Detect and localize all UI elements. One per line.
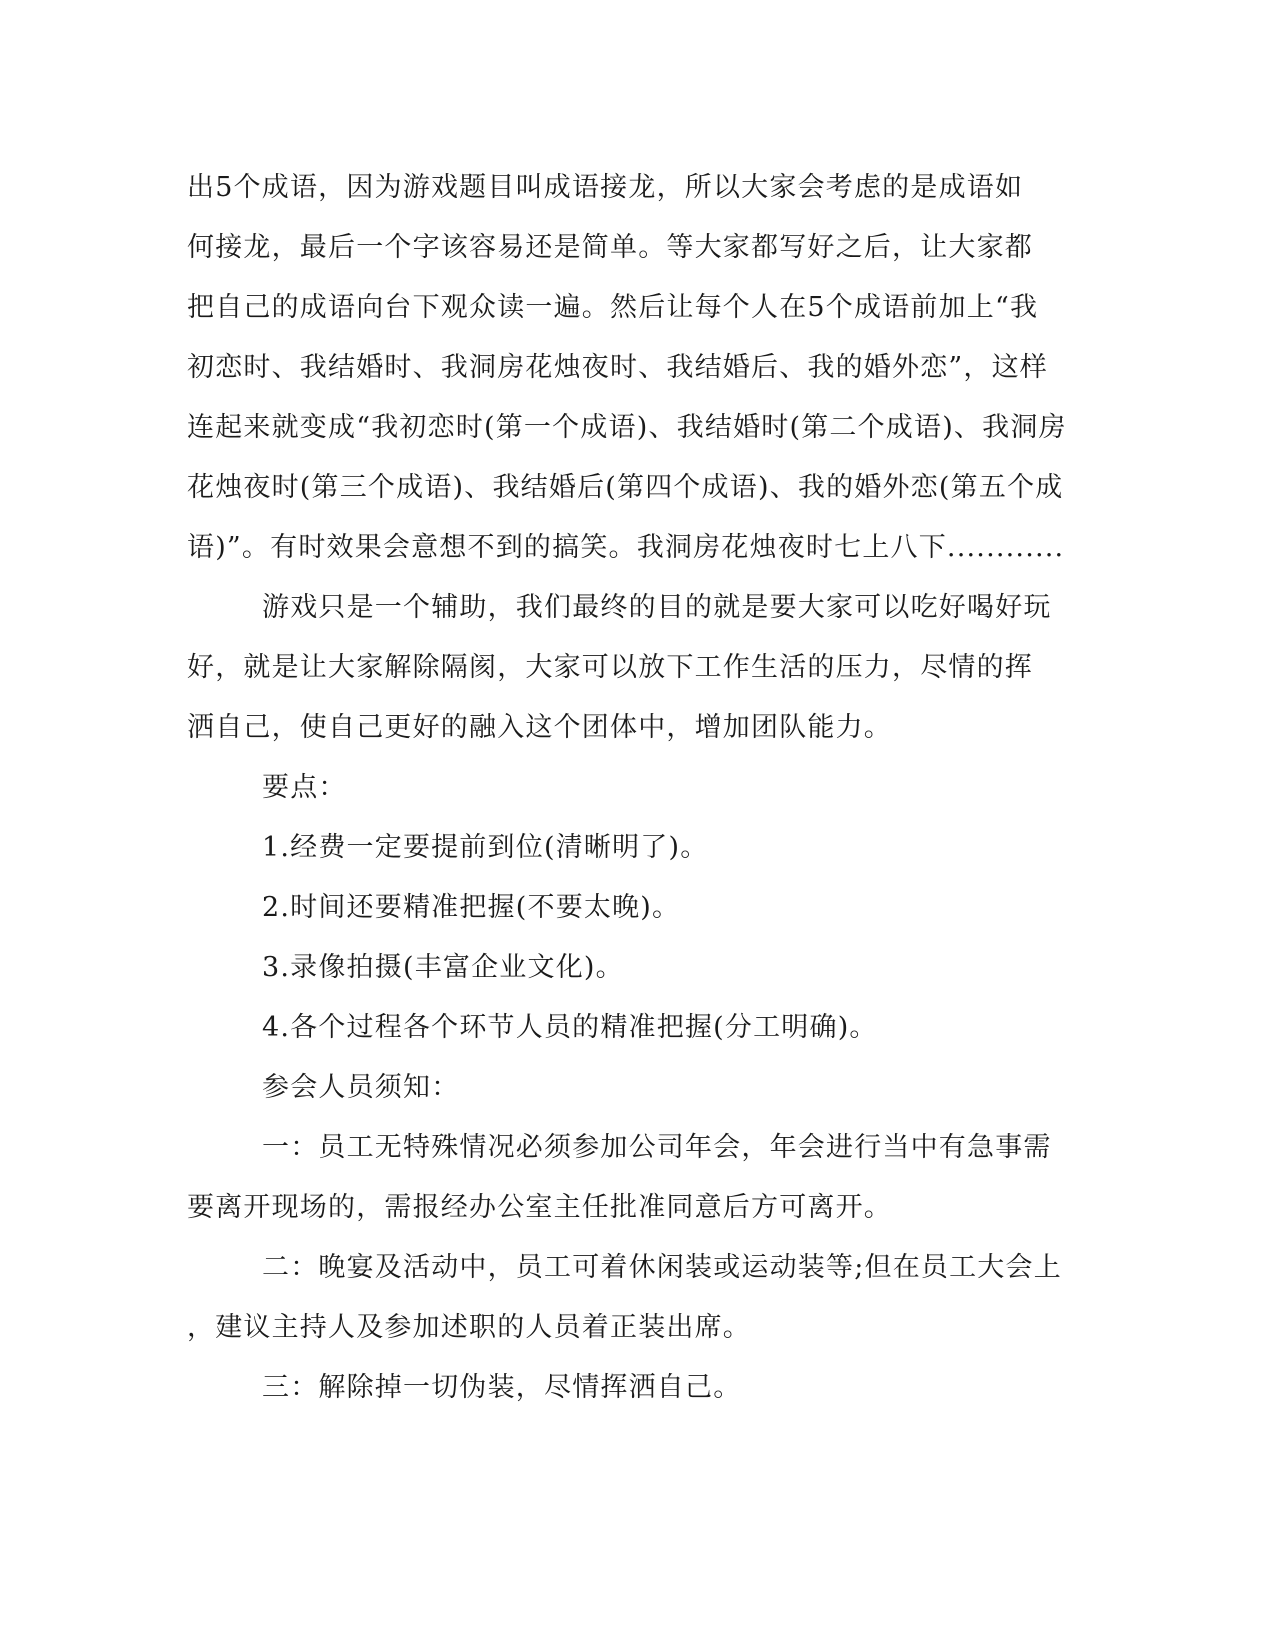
paragraph-line: 二：晚宴及活动中，员工可着休闲装或运动装等;但在员工大会上 xyxy=(262,1252,1062,1283)
list-item: 1.经费一定要提前到位(清晰明了)。 xyxy=(262,832,709,863)
key-points-heading: 要点： xyxy=(262,772,347,803)
paragraph-game-purpose xyxy=(187,578,1072,758)
notice-item-2 xyxy=(187,1238,1072,1358)
paragraph-line: 出5个成语，因为游戏题目叫成语接龙，所以大家会考虑的是成语如 xyxy=(187,172,1024,203)
paragraph-line: 好，就是让大家解除隔阂，大家可以放下工作生活的压力，尽情的挥 xyxy=(187,652,1033,683)
paragraph-line: 洒自己，使自己更好的融入这个团体中，增加团队能力。 xyxy=(187,712,892,743)
notice-item-3 xyxy=(187,1358,1072,1418)
paragraph-line: ，建议主持人及参加述职的人员着正装出席。 xyxy=(187,1312,751,1343)
paragraph-line: 初恋时、我结婚时、我洞房花烛夜时、我结婚后、我的婚外恋”，这样 xyxy=(187,352,1049,383)
key-points-list xyxy=(187,818,1072,1058)
paragraph-line: 花烛夜时(第三个成语)、我结婚后(第四个成语)、我的婚外恋(第五个成 xyxy=(187,472,1064,503)
notice-heading: 参会人员须知： xyxy=(262,1072,460,1103)
paragraph-line: 游戏只是一个辅助，我们最终的目的就是要大家可以吃好喝好玩 xyxy=(262,592,1052,623)
list-item: 3.录像拍摄(丰富企业文化)。 xyxy=(262,952,624,983)
paragraph-line: 连起来就变成“我初恋时(第一个成语)、我结婚时(第二个成语)、我洞房 xyxy=(187,412,1067,443)
notice-item-1 xyxy=(187,1118,1072,1238)
paragraph-line: 一：员工无特殊情况必须参加公司年会，年会进行当中有急事需 xyxy=(262,1132,1052,1163)
paragraph-line: 要离开现场的，需报经办公室主任批准同意后方可离开。 xyxy=(187,1192,892,1223)
paragraph-line: 何接龙，最后一个字该容易还是简单。等大家都写好之后，让大家都 xyxy=(187,232,1033,263)
paragraph-line: 把自己的成语向台下观众读一遍。然后让每个人在5个成语前加上“我 xyxy=(187,292,1039,323)
list-item: 4.各个过程各个环节人员的精准把握(分工明确)。 xyxy=(262,1012,878,1043)
paragraph-game-rules xyxy=(187,158,1072,578)
paragraph-line: 三：解除掉一切伪装，尽情挥洒自己。 xyxy=(262,1372,742,1403)
document-body xyxy=(187,158,1072,1418)
list-item: 2.时间还要精准把握(不要太晚)。 xyxy=(262,892,681,923)
paragraph-line: 语)”。有时效果会意想不到的搞笑。我洞房花烛夜时七上八下............ xyxy=(187,532,1065,563)
